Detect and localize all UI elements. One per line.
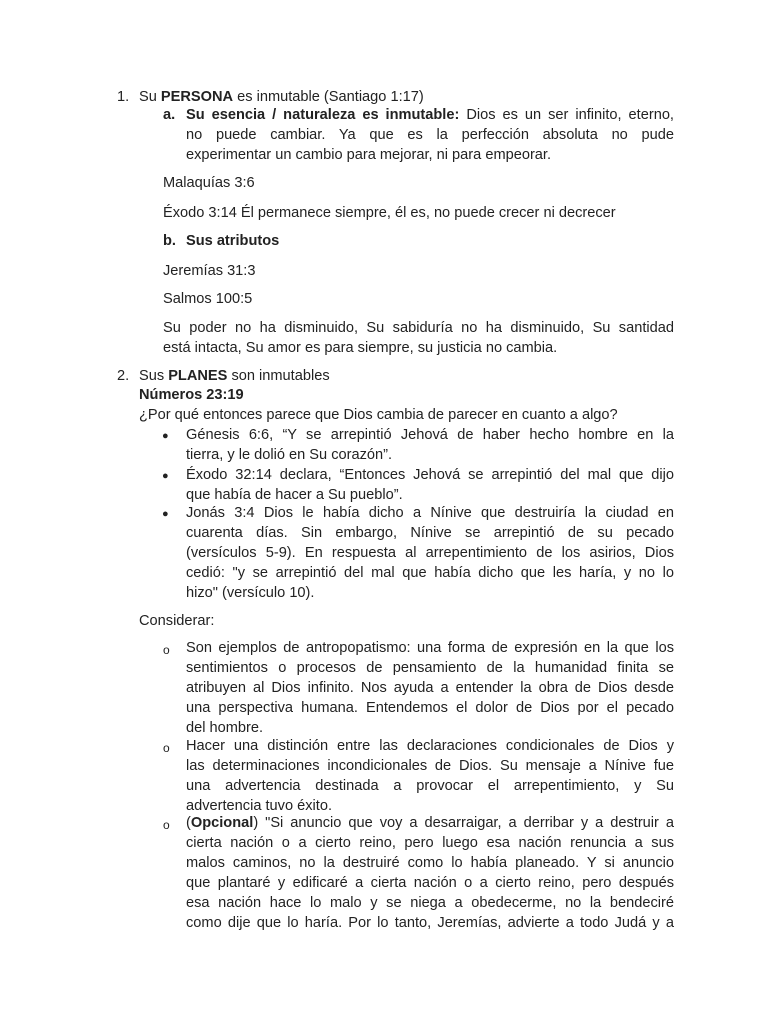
ref-malaquias: Malaquías 3:6 <box>163 175 255 191</box>
circle-item-antropopatismo: Son ejemplos de antropopatismo: una forma de expresión en la que los sentimientos o procesos de pensamiento de la humanidad finita se atribuyen al Dios infinito. Nos ayuda a entender la obra de Dios desde una perspectiva humana. Entendemos el dolor de Dios por el pecado del hombre. <box>186 640 674 736</box>
section-1-heading: Su PERSONA es inmutable (Santiago 1:17) <box>139 89 424 105</box>
attributes-paragraph: Su poder no ha disminuido, Su sabiduría no ha disminuido, Su santidad está intacta, Su amor es para siempre, su justicia no cambia. <box>163 320 674 356</box>
section-2-heading: Sus PLANES son inmutables <box>139 368 330 384</box>
question-line: ¿Por qué entonces parece que Dios cambia de parecer en cuanto a algo? <box>139 407 618 423</box>
circle-bullet-icon: o <box>163 818 170 832</box>
ref-numeros-23-19: Números 23:19 <box>139 387 244 403</box>
circle-bullet-icon: o <box>163 741 170 755</box>
sublist-letter-b: b. <box>163 233 176 249</box>
bullet-item-jonas: Jonás 3:4 Dios le había dicho a Nínive que destruiría la ciudad en cuarenta días. Sin embargo, Nínive se arrepintió de su pecado (versículos 5-9). En respuesta al arrepentimiento de los asirios, Dios cedió: "y se arrepintió del mal que había dicho que les haría, y no lo hizo" (versículo 10). <box>186 505 674 601</box>
circle-item-distincion: Hacer una distinción entre las declaraciones condicionales de Dios y las determinaciones incondicionales de Dios. Su mensaje a Nínive fue una advertencia destinada a provocar el arrepentimiento, y Su advertencia tuvo éxito. <box>186 738 674 814</box>
list-number-1: 1. <box>117 89 130 105</box>
ref-salmos-100-5: Salmos 100:5 <box>163 291 253 307</box>
essence-paragraph: Su esencia / naturaleza es inmutable: Dios es un ser infinito, eterno, no puede cambiar. Ya que es la perfección absoluta no pude experimentar un cambio para mejorar, ni para empeorar. <box>186 107 674 163</box>
circle-bullet-icon: o <box>163 643 170 657</box>
essence-heading: Su esencia / naturaleza es inmutable: <box>186 107 460 123</box>
optional-label: Opcional <box>190 815 254 831</box>
bullet-icon: ● <box>162 470 169 482</box>
attributes-heading: Sus atributos <box>186 233 280 249</box>
ref-jeremias-31-3: Jeremías 31:3 <box>163 263 256 279</box>
list-number-2: 2. <box>117 368 130 384</box>
ref-exodo-3-14: Éxodo 3:14 Él permanece siempre, él es, no puede crecer ni decrecer <box>163 205 616 221</box>
bullet-item-exodo: Éxodo 32:14 declara, “Entonces Jehová se arrepintió del mal que dijo que había de hacer a Su pueblo”. <box>186 467 674 503</box>
planes-keyword: PLANES <box>168 368 228 384</box>
sublist-letter-a: a. <box>163 107 176 123</box>
consider-label: Considerar: <box>139 613 215 629</box>
persona-keyword: PERSONA <box>160 89 234 105</box>
bullet-icon: ● <box>162 508 169 520</box>
bullet-item-genesis: Génesis 6:6, “Y se arrepintió Jehová de haber hecho hombre en la tierra, y le dolió en Su corazón”. <box>186 427 674 463</box>
circle-item-opcional: (Opcional) "Si anuncio que voy a desarraigar, a derribar y a destruir a cierta nación o a cierto reino, pero luego esa nación renuncia a sus malos caminos, no la destruiré como lo había planeado. Y si anuncio que plantaré y edificaré a cierta nación o a cierto reino, pero después esa nación hace lo malo y se niega a obedecerme, no la bendeciré como dije que lo haría. Por lo tanto, Jeremías, advierte a todo Judá y a <box>186 815 674 931</box>
bullet-icon: ● <box>162 430 169 442</box>
